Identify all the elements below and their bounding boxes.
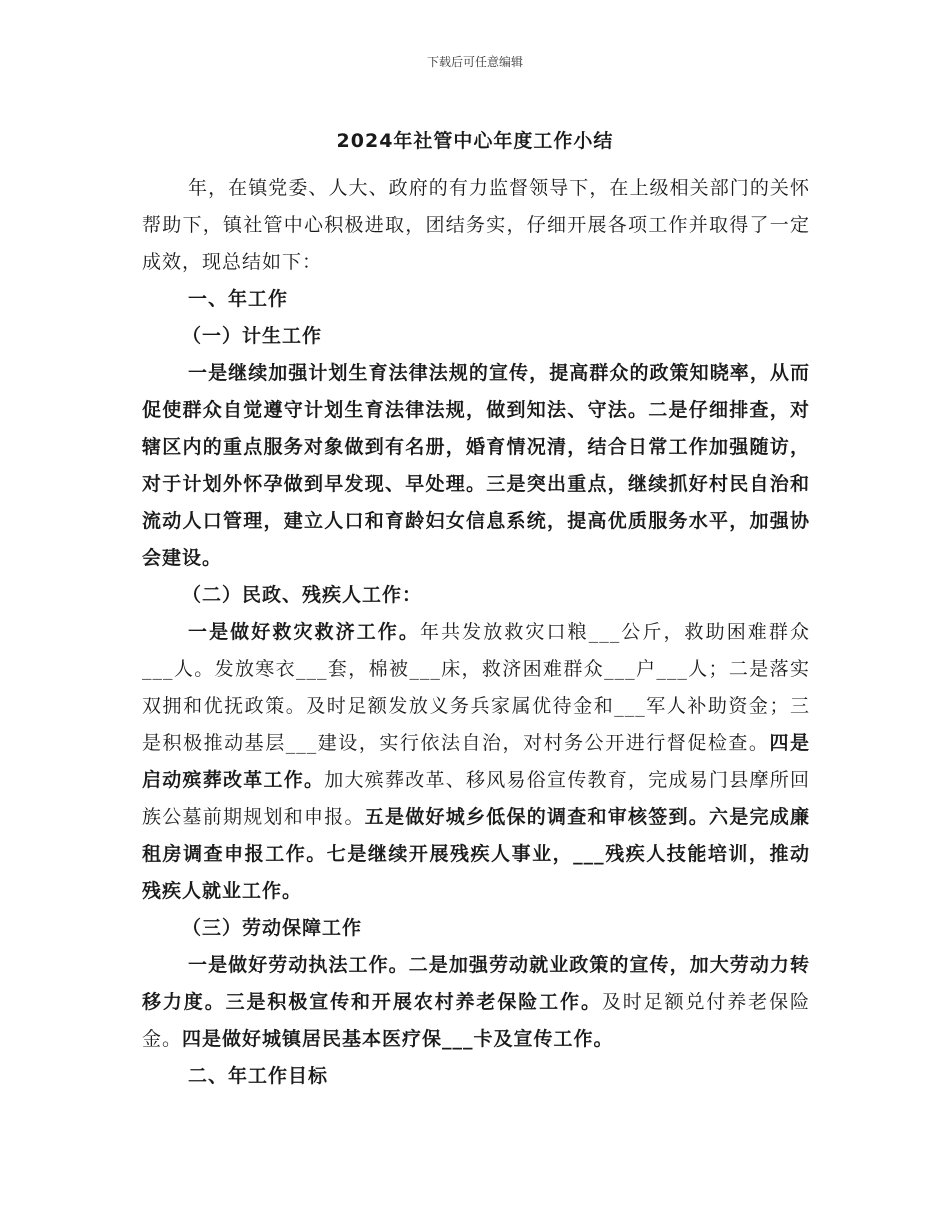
subsection-heading-1: （一）计生工作 [182, 325, 323, 347]
header-note: 下载后可任意编辑 [426, 55, 523, 69]
civil-text-1: 年共发放救灾口粮___公斤，救助困难群众___人。发放寒衣___套，棉被___床，救济困难群众___户___人；二是落实双拥和优抚政策。及时足额发放义务兵家属优待金和___军人补助资金；三是积极推动基层___建设，实行依法自治，对村务公开进行督促检查。 [142, 621, 810, 754]
subsection-heading-3: （三）劳动保障工作 [182, 917, 363, 939]
document-title: 2024年社管中心年度工作小结 [336, 130, 614, 152]
civil-text-2: 加大殡葬改革、移风易俗宣传教育，完成易门县摩所回族公墓前期规划和申报。 [142, 769, 810, 828]
intro-paragraph: 年，在镇党委、人大、政府的有力监督领导下，在上级相关部门的关怀帮助下，镇社管中心积极进取，团结务实，仔细开展各项工作并取得了一定成效，现总结如下： [142, 177, 810, 273]
civil-bold-2: 四是启动殡葬改革工作。 [142, 732, 810, 791]
civil-bold-1: 一是做好救灾救济工作。 [188, 621, 420, 643]
section-heading-1: 一、年工作 [188, 288, 289, 310]
subsection-heading-2: （二）民政、残疾人工作： [182, 584, 423, 606]
labor-bold-2: 四是做好城镇居民基本医疗保___卡及宣传工作。 [182, 1028, 614, 1050]
family-planning-paragraph: 一是继续加强计划生育法律法规的宣传，提高群众的政策知晓率，从而促使群众自觉遵守计划生育法律法规，做到知法、守法。二是仔细排查，对辖区内的重点服务对象做到有名册，婚育情况清，结合日常工作加强随访，对于计划外怀孕做到早发现、早处理。三是突出重点，继续抓好村民自治和流动人口管理，建立人口和育龄妇女信息系统，提高优质服务水平，加强协会建设。 [142, 362, 810, 569]
labor-bold-1: 一是做好劳动执法工作。二是加强劳动就业政策的宣传，加大劳动力转移力度。三是积极宣传和开展农村养老保险工作。 [142, 954, 810, 1013]
civil-affairs-paragraph [142, 614, 810, 910]
civil-bold-3: 五是做好城乡低保的调查和审核签到。六是完成廉租房调查申报工作。七是继续开展残疾人事业，___残疾人技能培训，推动残疾人就业工作。 [142, 806, 810, 902]
labor-text-1: 及时足额兑付养老保险金。 [142, 991, 810, 1050]
document-body [142, 170, 810, 1095]
labor-paragraph [142, 947, 810, 1058]
section-heading-2: 二、年工作目标 [188, 1065, 329, 1087]
